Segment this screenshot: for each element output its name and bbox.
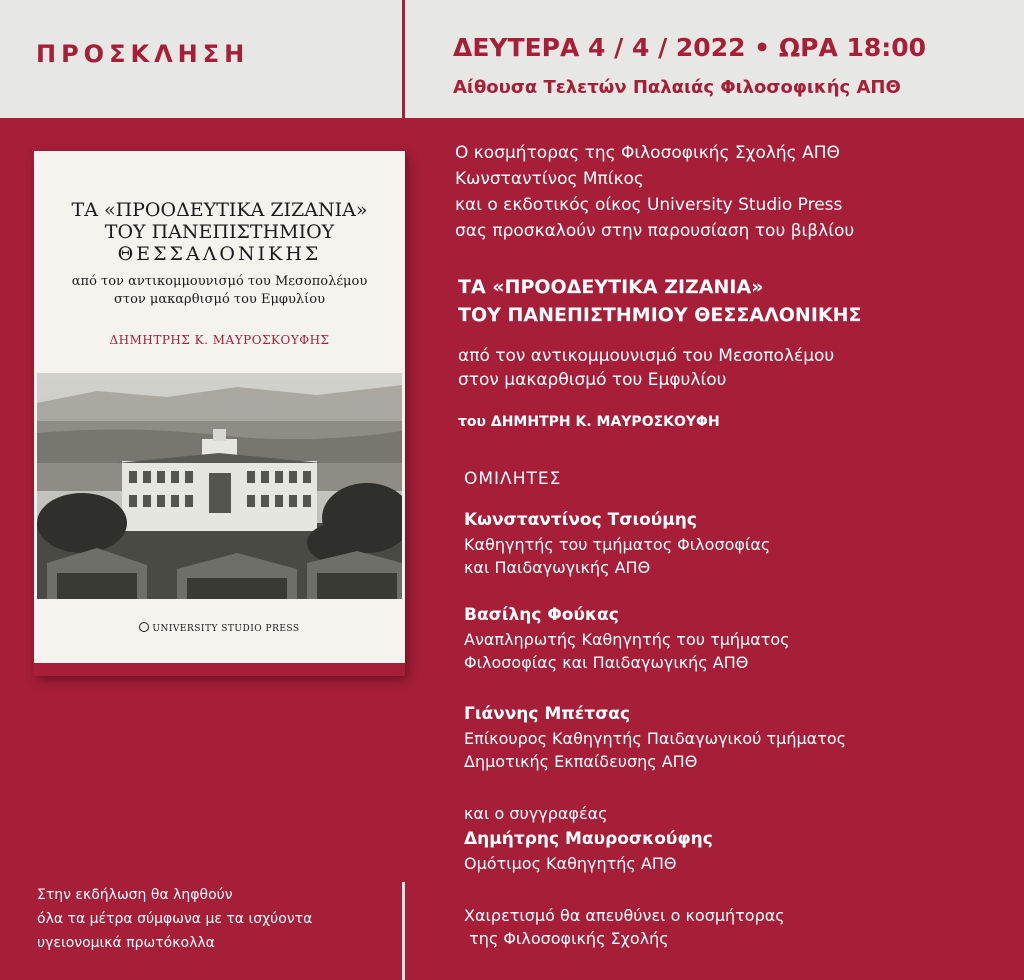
book-title — [458, 273, 862, 329]
author-speaker-block — [464, 802, 713, 875]
book-cover — [34, 151, 405, 676]
speaker-name: Κωνσταντίνος Τσιούμης — [464, 510, 697, 530]
book-cover-publisher-name: UNIVERSITY STUDIO PRESS — [152, 624, 300, 634]
speaker-name: Βασίλης Φούκας — [464, 605, 619, 625]
book-cover-title-line: ΤΟΥ ΠΑΝΕΠΙΣΤΗΜΙΟΥ — [104, 221, 335, 243]
book-cover-title-line: ΘΕΣΣΑΛΟΝΙΚΗΣ — [117, 243, 322, 265]
university-building-photo — [37, 373, 402, 599]
speakers-heading: ΟΜΙΛΗΤΕΣ — [464, 469, 562, 489]
speaker-role-line: Αναπληρωτής Καθηγητής του τμήματος — [464, 630, 790, 649]
intro-line: και ο εκδοτικός οίκος University Studio Press — [455, 195, 843, 215]
publisher-logo-icon — [139, 622, 149, 632]
event-venue: Αίθουσα Τελετών Παλαιάς Φιλοσοφικής ΑΠΘ — [453, 77, 901, 98]
speaker-role-line: Επίκουρος Καθηγητής Παιδαγωγικού τμήματος — [464, 729, 847, 748]
intro-line: Ο κοσμήτορας της Φιλοσοφικής Σχολής ΑΠΘ — [455, 143, 840, 163]
footnote-line: Στην εκδήλωση θα ληφθούν — [37, 887, 233, 903]
intro-line: Κωνσταντίνος Μπίκος — [455, 169, 644, 189]
invitation-label: ΠΡΟΣΚΛΗΣΗ — [36, 40, 250, 68]
speaker-role-line: Καθηγητής του τμήματος Φιλοσοφίας — [464, 535, 771, 554]
greeting-line: Χαιρετισμό θα απευθύνει ο κοσμήτορας — [464, 906, 785, 925]
header-divider — [402, 0, 405, 118]
intro-line: σας προσκαλούν στην παρουσίαση του βιβλίου — [455, 221, 855, 241]
greeting-line: της Φιλοσοφικής Σχολής — [464, 929, 669, 948]
speaker-role-line: Φιλοσοφίας και Παιδαγωγικής ΑΠΘ — [464, 653, 749, 672]
speaker-name: Γιάννης Μπέτσας — [464, 704, 631, 724]
book-cover-subtitle — [34, 273, 405, 309]
book-subtitle-line: από τον αντικομμουνισμό του Μεσοπολέμου — [458, 346, 835, 366]
book-cover-subtitle-line: στον μακαρθισμό του Εμφυλίου — [114, 292, 325, 307]
speaker-role — [464, 727, 846, 773]
book-title-line: ΤΑ «ΠΡΟΟΔΕΥΤΙΚΑ ΖΙΖΑΝΙΑ» — [458, 276, 764, 298]
header-band — [0, 0, 1024, 118]
speaker-role — [464, 533, 770, 579]
footer-divider — [402, 882, 405, 980]
book-author: του ΔΗΜΗΤΡΗ Κ. ΜΑΥΡΟΣΚΟΥΦΗ — [458, 414, 720, 430]
book-title-line: ΤΟΥ ΠΑΝΕΠΙΣΤΗΜΙΟΥ ΘΕΣΣΑΛΟΝΙΚΗΣ — [458, 304, 862, 326]
book-cover-publisher — [34, 622, 405, 634]
speaker-role-line: Δημοτικής Εκπαίδευσης ΑΠΘ — [464, 752, 698, 771]
author-speaker-role: Ομότιμος Καθηγητής ΑΠΘ — [464, 854, 677, 873]
book-cover-author: ΔΗΜΗΤΡΗΣ Κ. ΜΑΥΡΟΣΚΟΥΦΗΣ — [109, 333, 330, 347]
speaker-role — [464, 628, 790, 674]
author-intro: και ο συγγραφέας — [464, 804, 608, 823]
book-subtitle — [458, 344, 834, 392]
invitation-intro — [455, 140, 854, 244]
speaker-block — [464, 605, 790, 674]
book-subtitle-line: στον μακαρθισμό του Εμφυλίου — [458, 370, 727, 390]
book-cover-subtitle-line: από τον αντικομμουνισμό του Μεσοπολέμου — [71, 274, 368, 289]
greeting-note — [464, 904, 785, 950]
health-measures-note — [37, 883, 312, 955]
speaker-block — [464, 510, 770, 579]
author-speaker-name: Δημήτρης Μαυροσκούφης — [464, 829, 713, 849]
footnote-line: υγειονομικά πρωτόκολλα — [37, 935, 215, 951]
book-cover-band — [34, 663, 405, 676]
speaker-block — [464, 704, 846, 773]
event-date: ΔΕΥΤΕΡΑ 4 / 4 / 2022 • ΩΡΑ 18:00 — [453, 33, 927, 62]
book-cover-title — [34, 199, 405, 265]
book-cover-title-line: ΤΑ «ΠΡΟΟΔΕΥΤΙΚΑ ΖΙΖΑΝΙΑ» — [71, 199, 368, 221]
footnote-line: όλα τα μέτρα σύμφωνα με τα ισχύοντα — [37, 911, 313, 927]
speaker-role-line: και Παιδαγωγικής ΑΠΘ — [464, 558, 651, 577]
